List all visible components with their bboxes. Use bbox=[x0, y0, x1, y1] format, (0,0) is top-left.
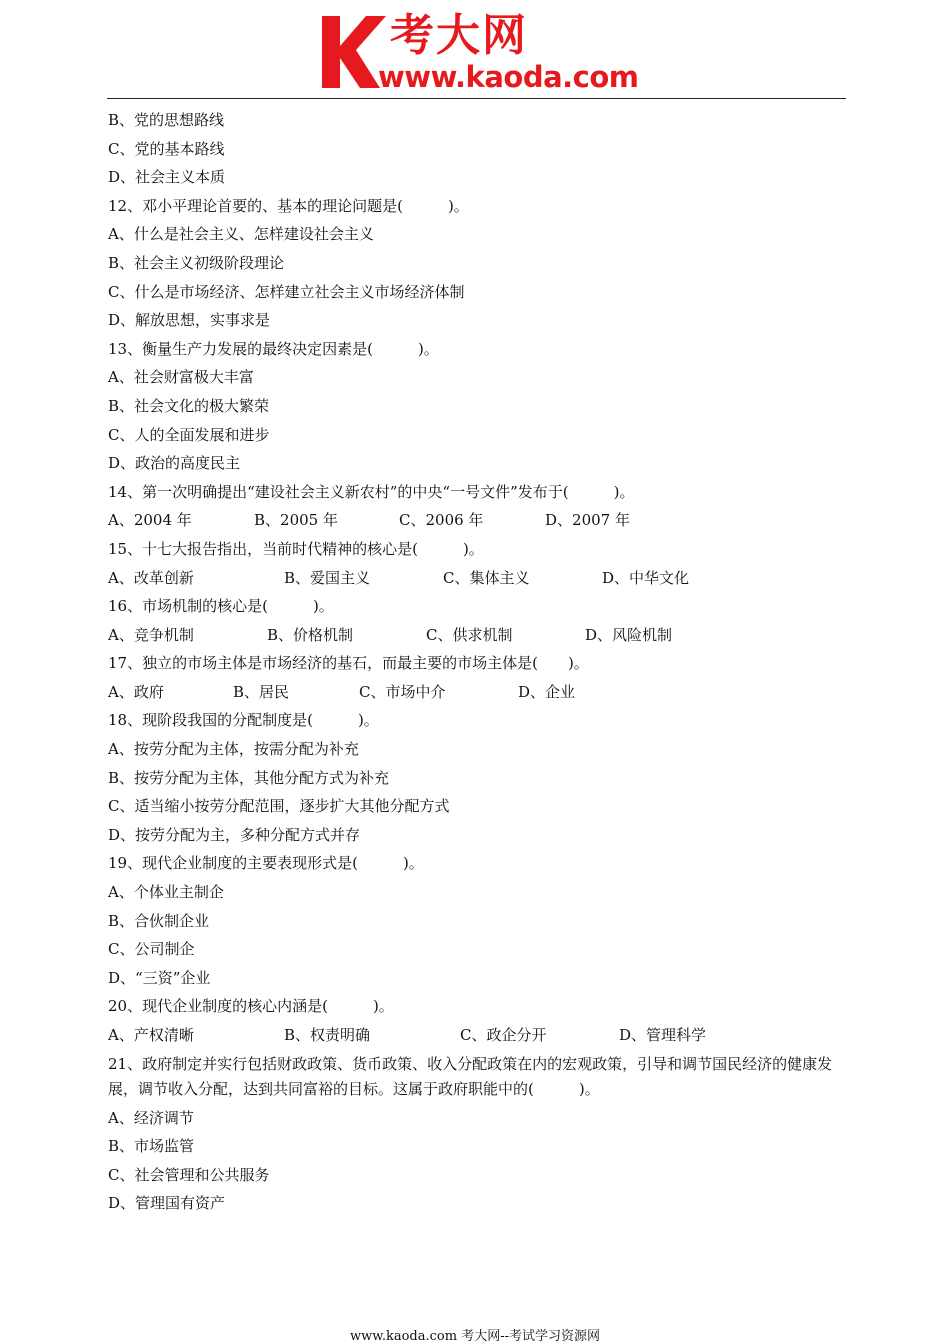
option-b: B、价格机制 bbox=[267, 625, 354, 644]
text-line: D、政治的高度民主 bbox=[108, 454, 241, 473]
option-c: C、市场中介 bbox=[359, 682, 446, 701]
question-stem: 15、十七大报告指出，当前时代精神的核心是( )。 bbox=[108, 539, 484, 558]
option-d: D、管理科学 bbox=[619, 1026, 707, 1044]
text-line: C、人的全面发展和进步 bbox=[108, 425, 270, 444]
q17-options bbox=[108, 678, 848, 707]
text-line: B、市场监管 bbox=[108, 1137, 195, 1156]
question-stem: 14、第一次明确提出“建设社会主义新农村”的中央“一号文件”发布于( )。 bbox=[108, 482, 635, 501]
text-line: D、按劳分配为主，多种分配方式并存 bbox=[108, 825, 361, 844]
text-line: D、管理国有资产 bbox=[108, 1194, 226, 1213]
option-c: C、2006 年 bbox=[399, 511, 484, 530]
text-line: A、个体业主制企 bbox=[108, 883, 224, 902]
option-c: C、政企分开 bbox=[460, 1026, 547, 1044]
option-b: B、居民 bbox=[233, 682, 290, 701]
text-line: C、适当缩小按劳分配范围，逐步扩大其他分配方式 bbox=[108, 797, 450, 816]
text-line: A、经济调节 bbox=[108, 1108, 194, 1127]
text-line: A、什么是社会主义、怎样建设社会主义 bbox=[108, 225, 374, 244]
option-d: D、2007 年 bbox=[545, 511, 630, 530]
option-d: D、企业 bbox=[518, 682, 576, 701]
question-stem: 17、独立的市场主体是市场经济的基石，而最主要的市场主体是( )。 bbox=[108, 654, 589, 673]
kaoda-logo bbox=[318, 8, 648, 94]
text-line: D、社会主义本质 bbox=[108, 168, 226, 187]
text-line: A、社会财富极大丰富 bbox=[108, 368, 254, 387]
option-b: B、权责明确 bbox=[284, 1026, 371, 1044]
text-line: C、党的基本路线 bbox=[108, 139, 225, 158]
question-stem: 18、现阶段我国的分配制度是( )。 bbox=[108, 711, 379, 730]
question-stem: 19、现代企业制度的主要表现形式是( )。 bbox=[108, 854, 424, 873]
text-line: A、按劳分配为主体，按需分配为补充 bbox=[108, 740, 359, 759]
text-line: C、公司制企 bbox=[108, 940, 195, 959]
question-stem: 16、市场机制的核心是( )。 bbox=[108, 597, 334, 616]
option-b: B、爱国主义 bbox=[284, 568, 371, 587]
question-stem: 13、衡量生产力发展的最终决定因素是( )。 bbox=[108, 339, 439, 358]
option-c: C、集体主义 bbox=[443, 568, 530, 587]
text-line: B、社会文化的极大繁荣 bbox=[108, 396, 270, 415]
question-stem: 12、邓小平理论首要的、基本的理论问题是( )。 bbox=[108, 196, 469, 215]
text-line: B、合伙制企业 bbox=[108, 911, 210, 930]
option-a: A、政府 bbox=[108, 682, 164, 701]
q16-options bbox=[108, 621, 848, 650]
option-c: C、供求机制 bbox=[426, 625, 513, 644]
question-stem: 21、政府制定并实行包括财政政策、货币政策、收入分配政策在内的宏观政策，引导和调节国民经济的健康发展，调节收入分配，达到共同富裕的目标。这属于政府职能中的( )。 bbox=[108, 1054, 833, 1098]
text-line: D、解放思想，实事求是 bbox=[108, 311, 271, 330]
option-a: A、改革创新 bbox=[108, 568, 194, 587]
text-line: C、社会管理和公共服务 bbox=[108, 1165, 270, 1184]
text-line: B、社会主义初级阶段理论 bbox=[108, 253, 285, 272]
q20-options bbox=[108, 1021, 848, 1050]
question-stem: 20、现代企业制度的核心内涵是( )。 bbox=[108, 997, 394, 1016]
question-21 bbox=[108, 1050, 848, 1104]
logo-url-text: www.kaoda.com bbox=[378, 60, 639, 94]
page-footer: www.kaoda.com 考大网--考试学习资源网 bbox=[350, 1329, 600, 1344]
logo-chinese-text: 考大网 bbox=[390, 10, 528, 61]
text-line: B、按劳分配为主体，其他分配方式为补充 bbox=[108, 768, 390, 787]
text-line: B、党的思想路线 bbox=[108, 111, 225, 129]
option-d: D、风险机制 bbox=[585, 625, 673, 644]
q15-options bbox=[108, 564, 848, 593]
option-a: A、竞争机制 bbox=[108, 625, 194, 644]
text-line: C、什么是市场经济、怎样建立社会主义市场经济体制 bbox=[108, 282, 465, 301]
option-b: B、2005 年 bbox=[254, 511, 338, 530]
option-a: A、产权清晰 bbox=[108, 1026, 194, 1044]
header-divider bbox=[107, 98, 846, 99]
q14-options bbox=[108, 506, 848, 535]
option-d: D、中华文化 bbox=[602, 568, 690, 587]
text-line: D、“三资”企业 bbox=[108, 968, 211, 987]
option-a: A、2004 年 bbox=[108, 511, 192, 530]
question-content bbox=[108, 106, 848, 1218]
